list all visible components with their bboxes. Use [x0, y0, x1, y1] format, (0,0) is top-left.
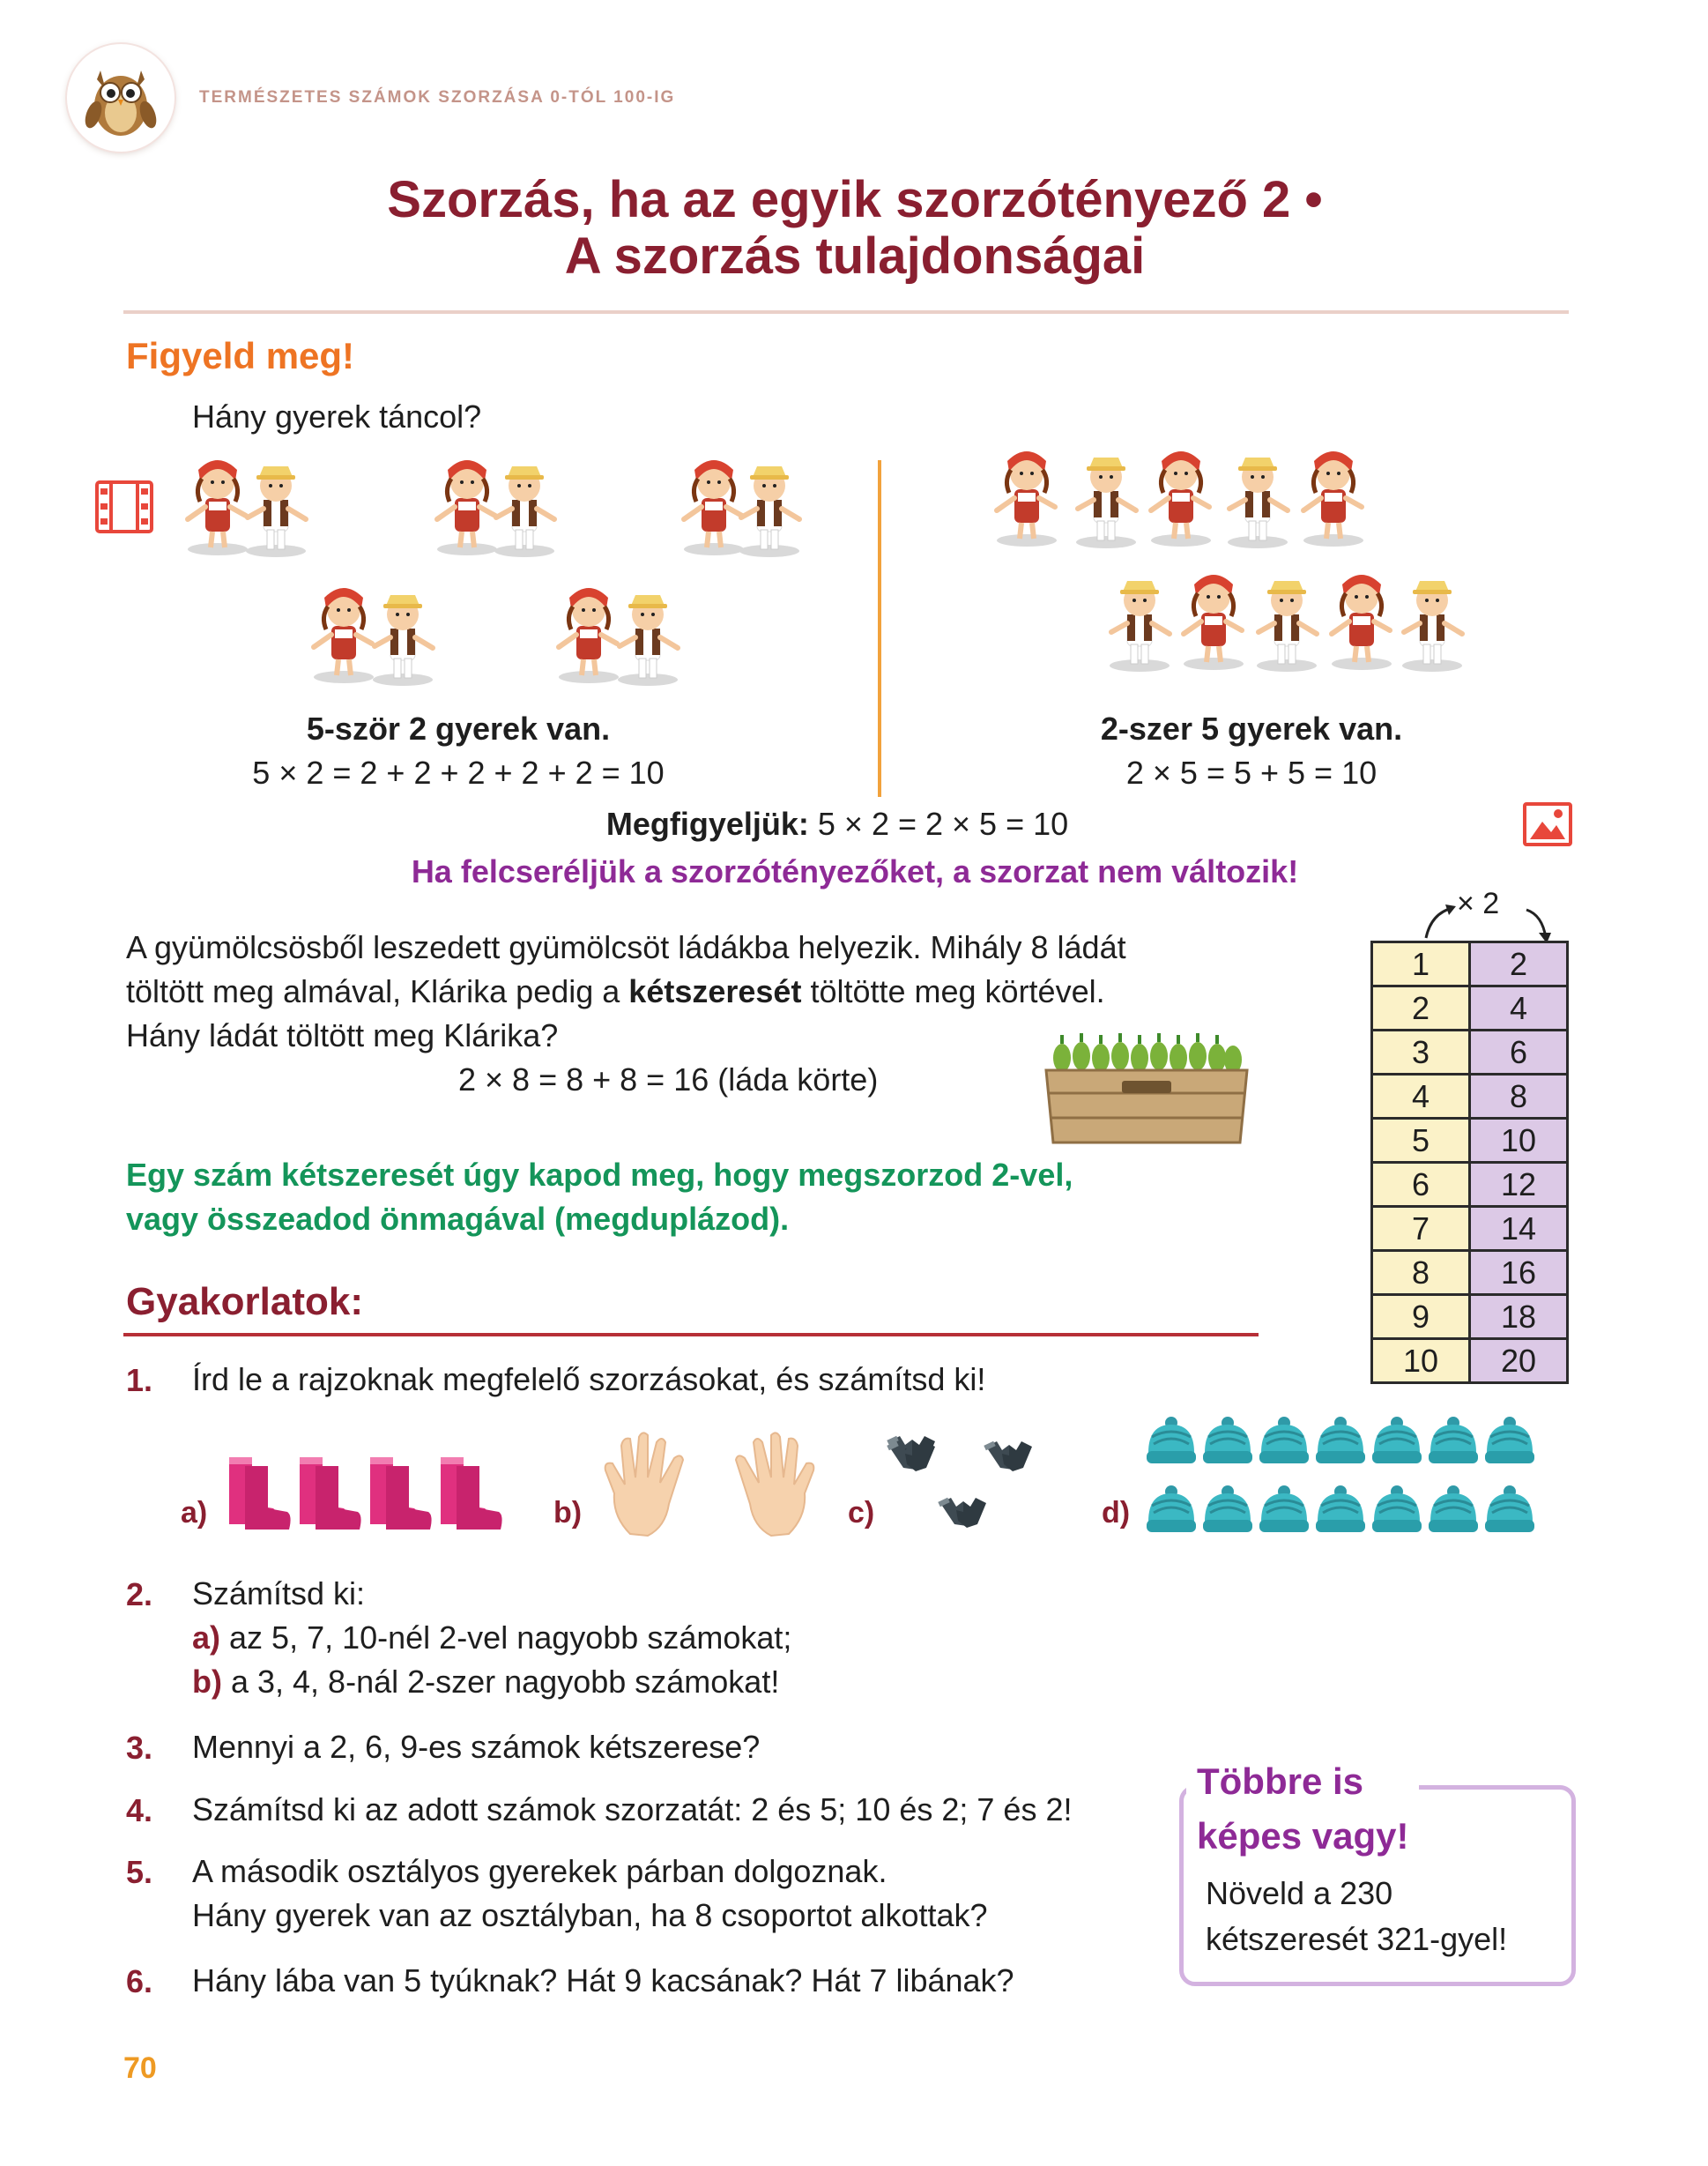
- table-cell-double: 12: [1470, 1163, 1568, 1207]
- table-row: [1372, 1251, 1568, 1295]
- table-cell-double: 18: [1470, 1295, 1568, 1339]
- table-row: [1372, 1339, 1568, 1383]
- table-row: [1372, 986, 1568, 1031]
- table-cell-double: 14: [1470, 1207, 1568, 1251]
- table-cell-double: 20: [1470, 1339, 1568, 1383]
- table-cell-number: 7: [1372, 1207, 1470, 1251]
- exercise-number: 5.: [126, 1854, 153, 1890]
- exercise-number: 6.: [126, 1963, 153, 1999]
- exercise-text: Írd le a rajzoknak megfelelő szorzásokat, és számítsd ki!: [192, 1361, 986, 1397]
- picture-label-b: b): [553, 1496, 583, 1530]
- exercises-heading: Gyakorlatok:: [126, 1280, 363, 1323]
- table-cell-number: 8: [1372, 1251, 1470, 1295]
- table-cell-double: 8: [1470, 1075, 1568, 1119]
- fruit-equation: 2 × 8 = 8 + 8 = 16 (láda körte): [458, 1061, 879, 1098]
- conclusion: [441, 802, 1234, 846]
- double-rule: Egy szám kétszeresét úgy kapod meg, hogy megszorzod 2-vel, vagy összeadod önmagával (megduplázod).: [126, 1157, 1073, 1237]
- bonus-title: Többre is képes vagy!: [1186, 1754, 1419, 1864]
- exercises-divider: [123, 1333, 1259, 1336]
- table-cell-number: 4: [1372, 1075, 1470, 1119]
- left-caption: 5-ször 2 gyerek van.: [306, 711, 611, 747]
- fruit-line-3: Hány ládát töltött meg Klárika?: [126, 1017, 559, 1053]
- bonus-text: Növeld a 230 kétszeresét 321-gyel!: [1206, 1875, 1508, 1957]
- picture-label-c: c): [848, 1496, 875, 1530]
- dancing-pairs-left: [181, 445, 868, 710]
- commutative-rule: Ha felcseréljük a szorzótényezőket, a szorzat nem változik!: [411, 853, 1299, 889]
- exercise-text: A második osztályos gyerekek párban dolgoznak. Hány gyerek van az osztályban, ha 8 csoportot alkottak?: [192, 1853, 988, 1933]
- times-two-label: × 2: [1457, 887, 1500, 920]
- owl-icon: [67, 44, 175, 152]
- table-row: [1372, 1119, 1568, 1163]
- exercise-text: Hány lába van 5 tyúknak? Hát 9 kacsának? Hát 7 libának?: [192, 1962, 1014, 1999]
- page-number: 70: [123, 2051, 157, 2085]
- page-title: [123, 172, 1586, 285]
- left-equation: 5 × 2 = 2 + 2 + 2 + 2 + 2 = 10: [252, 755, 665, 791]
- exercise-2a: a) az 5, 7, 10-nél 2-vel nagyobb számokat;: [192, 1619, 792, 1656]
- table-cell-number: 10: [1372, 1339, 1470, 1383]
- conclusion-label: Megfigyeljük:: [605, 806, 809, 842]
- picture-label-a: a): [181, 1496, 208, 1530]
- film-icon[interactable]: [95, 480, 153, 538]
- exercise-number: 1.: [126, 1362, 153, 1398]
- fruit-line-2: töltött meg almával, Klárika pedig a kétszeresét töltötte meg körtével.: [126, 973, 1105, 1009]
- exercise-text: Számítsd ki: a) az 5, 7, 10-nél 2-vel nagyobb számokat; b) a 3, 4, 8-nál 2-szer nagyobb számokat!: [192, 1572, 791, 1704]
- section-divider: [878, 460, 881, 797]
- table-row: [1372, 1295, 1568, 1339]
- right-caption: 2-szer 5 gyerek van.: [1100, 711, 1403, 747]
- crate-icon: [1043, 1023, 1251, 1146]
- doubling-table: [1370, 941, 1569, 1384]
- table-row: [1372, 1075, 1568, 1119]
- table-row: [1372, 1031, 1568, 1075]
- boots-picture: [220, 1450, 520, 1538]
- table-cell-number: 5: [1372, 1119, 1470, 1163]
- table-cell-double: 2: [1470, 942, 1568, 986]
- table-cell-double: 10: [1470, 1119, 1568, 1163]
- table-row: [1372, 1163, 1568, 1207]
- title-line-2: A szorzás tulajdonságai: [564, 227, 1146, 285]
- picture-label-d: d): [1102, 1496, 1131, 1530]
- exercise-text: Számítsd ki az adott számok szorzatát: 2 és 5; 10 és 2; 7 és 2!: [192, 1791, 1073, 1827]
- table-cell-double: 4: [1470, 986, 1568, 1031]
- hand-icon: [595, 1428, 824, 1543]
- glove-icon: [886, 1433, 1071, 1538]
- exercise-text: Mennyi a 2, 6, 9-es számok kétszerese?: [192, 1729, 761, 1765]
- table-cell-number: 9: [1372, 1295, 1470, 1339]
- exercise-2b: b) a 3, 4, 8-nál 2-szer nagyobb számokat!: [192, 1664, 780, 1700]
- exercise-number: 3.: [126, 1730, 153, 1766]
- table-cell-double: 16: [1470, 1251, 1568, 1295]
- table-row: [1372, 1207, 1568, 1251]
- title-line-1: Szorzás, ha az egyik szorzótényező 2 •: [387, 171, 1323, 228]
- image-icon[interactable]: [1523, 802, 1572, 851]
- table-cell-double: 6: [1470, 1031, 1568, 1075]
- owl-logo: [67, 44, 175, 152]
- conclusion-equation: 5 × 2 = 2 × 5 = 10: [808, 806, 1069, 842]
- exercise-number: 4.: [126, 1792, 153, 1828]
- table-cell-number: 6: [1372, 1163, 1470, 1207]
- fruit-line-1: A gyümölcsösből leszedett gyümölcsöt ládákba helyezik. Mihály 8 ládát: [126, 929, 1126, 965]
- title-divider: [123, 310, 1569, 314]
- observe-heading: Figyeld meg!: [126, 335, 355, 376]
- exercise-number: 2.: [126, 1576, 153, 1612]
- table-row: [1372, 942, 1568, 986]
- table-cell-number: 1: [1372, 942, 1470, 986]
- knit-hat-icon: [1141, 1411, 1556, 1543]
- running-head: TERMÉSZETES SZÁMOK SZORZÁSA 0-TÓL 100-IG: [199, 88, 676, 107]
- table-cell-number: 2: [1372, 986, 1470, 1031]
- table-cell-number: 3: [1372, 1031, 1470, 1075]
- right-equation: 2 × 5 = 5 + 5 = 10: [1125, 755, 1378, 791]
- dancing-rows-right: [983, 445, 1476, 710]
- observe-question: Hány gyerek táncol?: [192, 398, 482, 435]
